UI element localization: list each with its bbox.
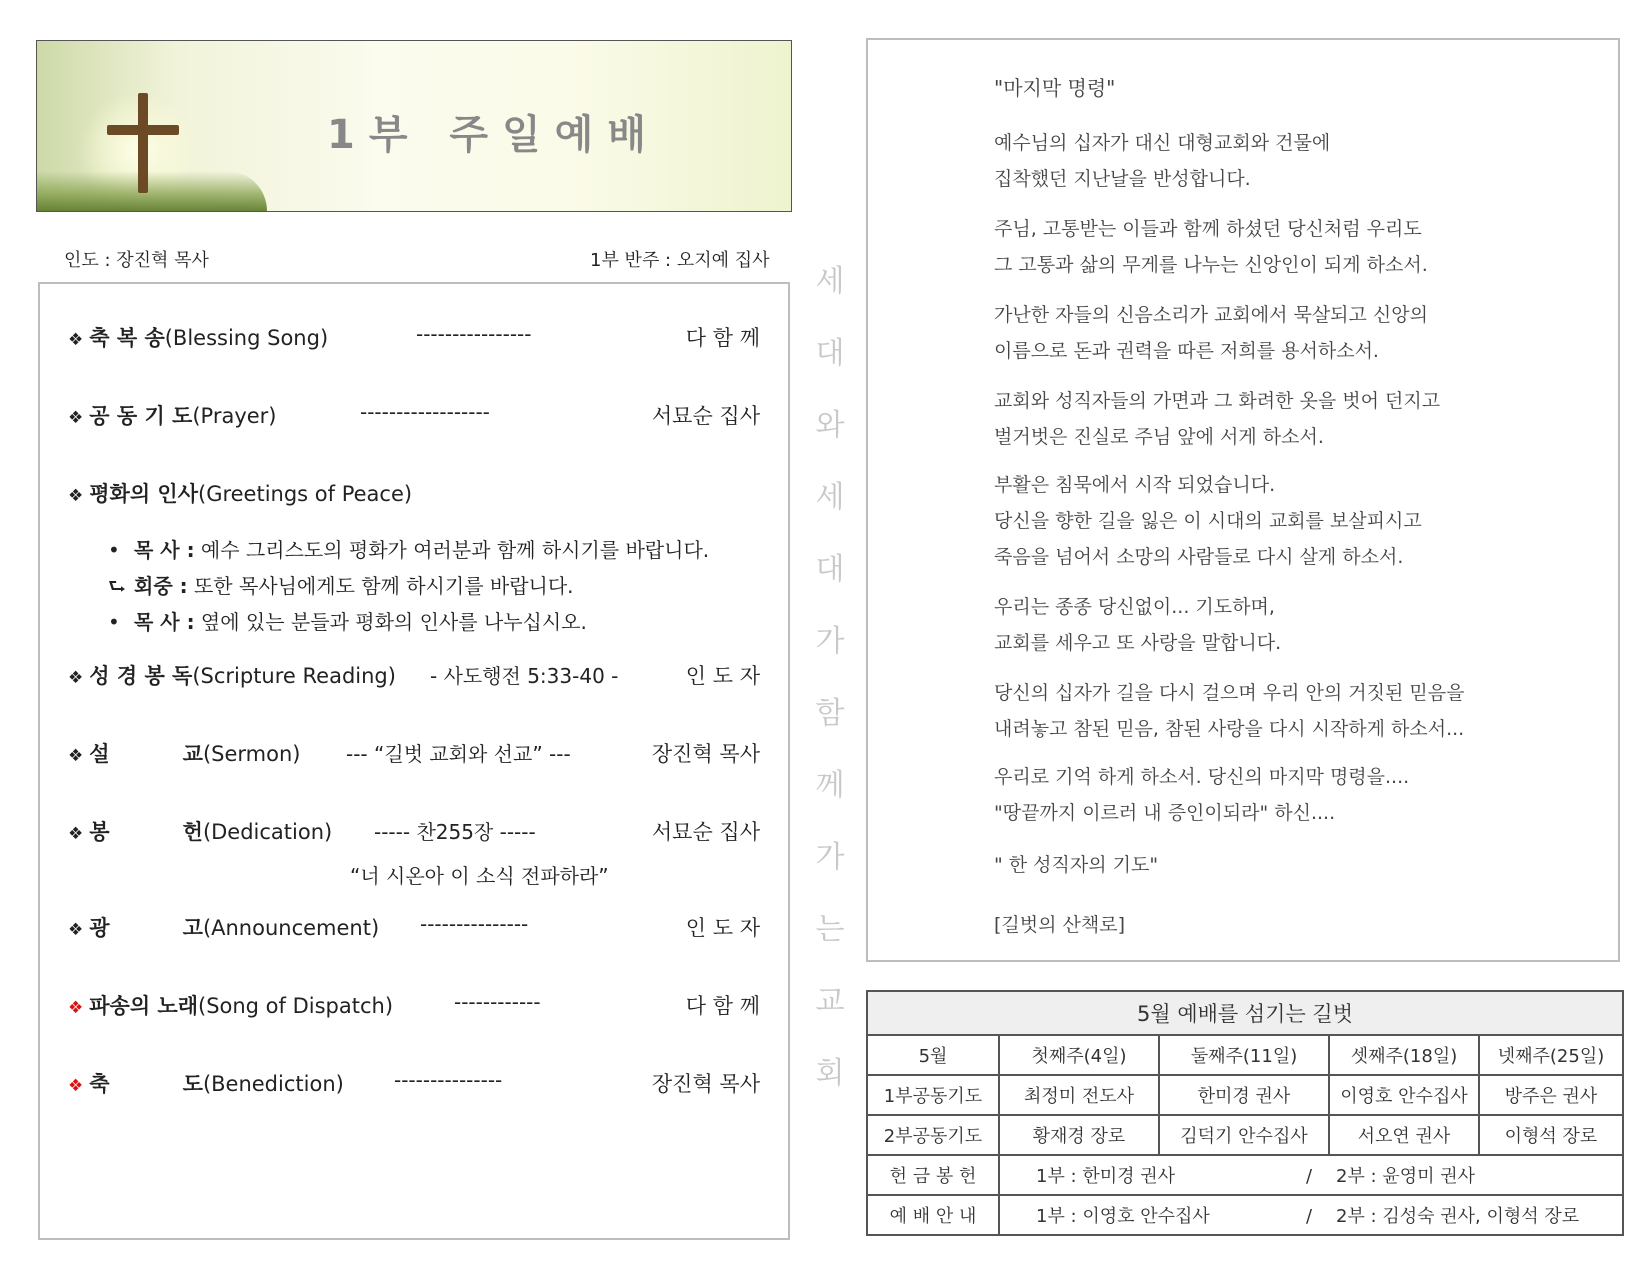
prayer-line: 당신의 십자가 길을 다시 걸으며 우리 안의 거짓된 믿음을 [994, 682, 1465, 704]
vertical-motto [808, 246, 852, 1110]
response-line: • 목 사 : 옆에 있는 분들과 평화의 인사를 나누십시오. [108, 610, 587, 634]
dash-line: --------------- [394, 1068, 503, 1092]
prayer-line: 당신을 향한 길을 잃은 이 시대의 교회를 보살피시고 [994, 510, 1422, 532]
offering-part2: 2부 : 윤영미 권사 [1336, 1166, 1476, 1187]
item-sermon: ❖ 설 교(Sermon) [68, 742, 301, 766]
schedule-title: 5월 예배를 섬기는 길벗 [867, 991, 1623, 1035]
motto-char: 는 [815, 912, 845, 947]
diamond-bullet-icon: ❖ [68, 486, 84, 506]
diamond-bullet-icon: ❖ [68, 668, 84, 688]
prayer-attribution: " 한 성직자의 기도" [994, 854, 1159, 876]
header-cell: 둘째주(11일) [1159, 1035, 1329, 1075]
prayer-leader: 서묘순 집사 [651, 404, 760, 428]
prayer-line: 교회와 성직자들의 가면과 그 화려한 옷을 벗어 던지고 [994, 390, 1441, 412]
hymn-title: “너 시온아 이 소식 전파하라” [350, 864, 609, 888]
motto-char: 세 [815, 264, 845, 299]
dash-line: ------------ [454, 990, 541, 1014]
benediction-pastor: 장진혁 목사 [651, 1072, 760, 1096]
motto-char: 함 [815, 696, 845, 731]
grass-field [37, 171, 267, 211]
prayer-box [866, 38, 1620, 962]
table-cell: 최정미 전도사 [999, 1075, 1159, 1115]
banner-title: 1부 주일예배 [327, 112, 660, 158]
diamond-bullet-icon: ❖ [68, 1076, 84, 1096]
prayer-line: 우리로 기억 하게 하소서. 당신의 마지막 명령을.... [994, 766, 1410, 788]
dispatch-leader: 다 함 께 [685, 994, 760, 1018]
offering-part1: 1부 : 한미경 권사 [1036, 1166, 1176, 1187]
leader-info: 인도 : 장진혁 목사 [64, 250, 209, 271]
prayer-line: 우리는 종종 당신없이... 기도하며, [994, 596, 1275, 618]
table-cell: 방주은 권사 [1479, 1075, 1623, 1115]
banner [36, 40, 792, 212]
dash-line: ---------------- [416, 322, 532, 346]
item-peace: ❖ 평화의 인사(Greetings of Peace) [68, 482, 413, 506]
table-cell: 이영호 안수집사 [1329, 1075, 1479, 1115]
offering-label: 헌 금 봉 헌 [867, 1155, 999, 1195]
header-cell: 넷째주(25일) [1479, 1035, 1623, 1075]
item-dedication: ❖ 봉 헌(Dedication) [68, 820, 333, 844]
prayer-title: "마지막 명령" [994, 76, 1116, 100]
motto-char: 께 [815, 768, 845, 803]
dedication-hymn: ----- 찬255장 ----- [374, 820, 536, 844]
header-cell: 5월 [867, 1035, 999, 1075]
prayer-line: 집착했던 지난날을 반성합니다. [994, 168, 1251, 190]
diamond-bullet-icon: ❖ [68, 746, 84, 766]
sermon-preacher: 장진혁 목사 [651, 742, 760, 766]
prayer-line: 그 고통과 삶의 무게를 나누는 신앙인이 되게 하소서. [994, 254, 1428, 276]
guide-part1: 1부 : 이영호 안수집사 [1036, 1206, 1210, 1227]
prayer-line: 부활은 침묵에서 시작 되었습니다. [994, 474, 1276, 496]
prayer-line: 내려놓고 참된 믿음, 참된 사랑을 다시 시작하게 하소서... [994, 718, 1465, 740]
schedule-table [866, 990, 1622, 1236]
table-cell: 한미경 권사 [1159, 1075, 1329, 1115]
motto-char: 가 [815, 840, 845, 875]
guide-part2: 2부 : 김성숙 권사, 이형석 장로 [1336, 1206, 1580, 1227]
guide-label: 예 배 안 내 [867, 1195, 999, 1235]
diamond-bullet-icon: ❖ [68, 330, 84, 350]
motto-char: 대 [815, 336, 845, 371]
diamond-bullet-icon: ❖ [68, 998, 84, 1018]
cross-icon-bar [107, 125, 179, 135]
table-cell: 황재경 장로 [999, 1115, 1159, 1155]
table-cell: 김덕기 안수집사 [1159, 1115, 1329, 1155]
item-dispatch: ❖ 파송의 노래(Song of Dispatch) [68, 994, 394, 1018]
motto-char: 세 [815, 480, 845, 515]
motto-char: 교 [815, 984, 845, 1019]
separator: / [1306, 1206, 1313, 1227]
prayer-line: 예수님의 십자가 대신 대형교회와 건물에 [994, 132, 1331, 154]
item-blessing: ❖ 축 복 송(Blessing Song) [68, 326, 329, 350]
scripture-reference: - 사도행전 5:33-40 - [430, 664, 619, 688]
motto-char: 와 [815, 408, 845, 443]
item-announcement: ❖ 광 고(Announcement) [68, 916, 380, 940]
table-row [867, 1075, 1623, 1115]
header-cell: 첫째주(4일) [999, 1035, 1159, 1075]
prayer-line: 교회를 세우고 또 사랑을 말합니다. [994, 632, 1282, 654]
motto-char: 가 [815, 624, 845, 659]
dash-line: --------------- [420, 912, 529, 936]
dedication-leader: 서묘순 집사 [651, 820, 760, 844]
prayer-source: [길벗의 산책로] [994, 914, 1125, 936]
table-header-row [867, 1035, 1623, 1075]
item-benediction: ❖ 축 도(Benediction) [68, 1072, 344, 1096]
offering-assignees [999, 1155, 1623, 1195]
prayer-line: "땅끝까지 이르러 내 증인이되라" 하신.... [994, 802, 1336, 824]
diamond-bullet-icon: ❖ [68, 824, 84, 844]
header-cell: 셋째주(18일) [1329, 1035, 1479, 1075]
cross-icon [138, 93, 148, 193]
diamond-bullet-icon: ❖ [68, 920, 84, 940]
item-scripture: ❖ 성 경 봉 독(Scripture Reading) [68, 664, 396, 688]
table-cell: 1부공동기도 [867, 1075, 999, 1115]
blessing-leader: 다 함 께 [685, 326, 760, 350]
guide-row [867, 1195, 1623, 1235]
prayer-line: 주님, 고통받는 이들과 함께 하셨던 당신처럼 우리도 [994, 218, 1422, 240]
offering-row [867, 1155, 1623, 1195]
diamond-bullet-icon: ❖ [68, 408, 84, 428]
response-line: • 목 사 : 예수 그리스도의 평화가 여러분과 함께 하시기를 바랍니다. [108, 538, 710, 562]
separator: / [1306, 1166, 1313, 1187]
sermon-title: --- “길벗 교회와 선교” --- [346, 742, 571, 766]
accompanist-info: 1부 반주 : 오지예 집사 [590, 250, 770, 271]
table-cell: 서오연 권사 [1329, 1115, 1479, 1155]
prayer-line: 이름으로 돈과 권력을 따른 저희를 용서하소서. [994, 340, 1379, 362]
prayer-line: 죽음을 넘어서 소망의 사람들로 다시 살게 하소서. [994, 546, 1404, 568]
table-cell: 이형석 장로 [1479, 1115, 1623, 1155]
guide-assignees [999, 1195, 1623, 1235]
scripture-leader: 인 도 자 [685, 664, 760, 688]
prayer-line: 가난한 자들의 신음소리가 교회에서 묵살되고 신앙의 [994, 304, 1428, 326]
motto-char: 대 [815, 552, 845, 587]
announcement-leader: 인 도 자 [685, 916, 760, 940]
table-row [867, 1115, 1623, 1155]
order-of-worship [38, 282, 790, 1240]
table-cell: 2부공동기도 [867, 1115, 999, 1155]
motto-char: 회 [815, 1056, 845, 1091]
item-prayer: ❖ 공 동 기 도(Prayer) [68, 404, 277, 428]
prayer-line: 벌거벗은 진실로 주님 앞에 서게 하소서. [994, 426, 1324, 448]
dash-line: ------------------ [360, 400, 490, 424]
response-line: ⮑ 회중 : 또한 목사님에게도 함께 하시기를 바랍니다. [108, 574, 574, 598]
